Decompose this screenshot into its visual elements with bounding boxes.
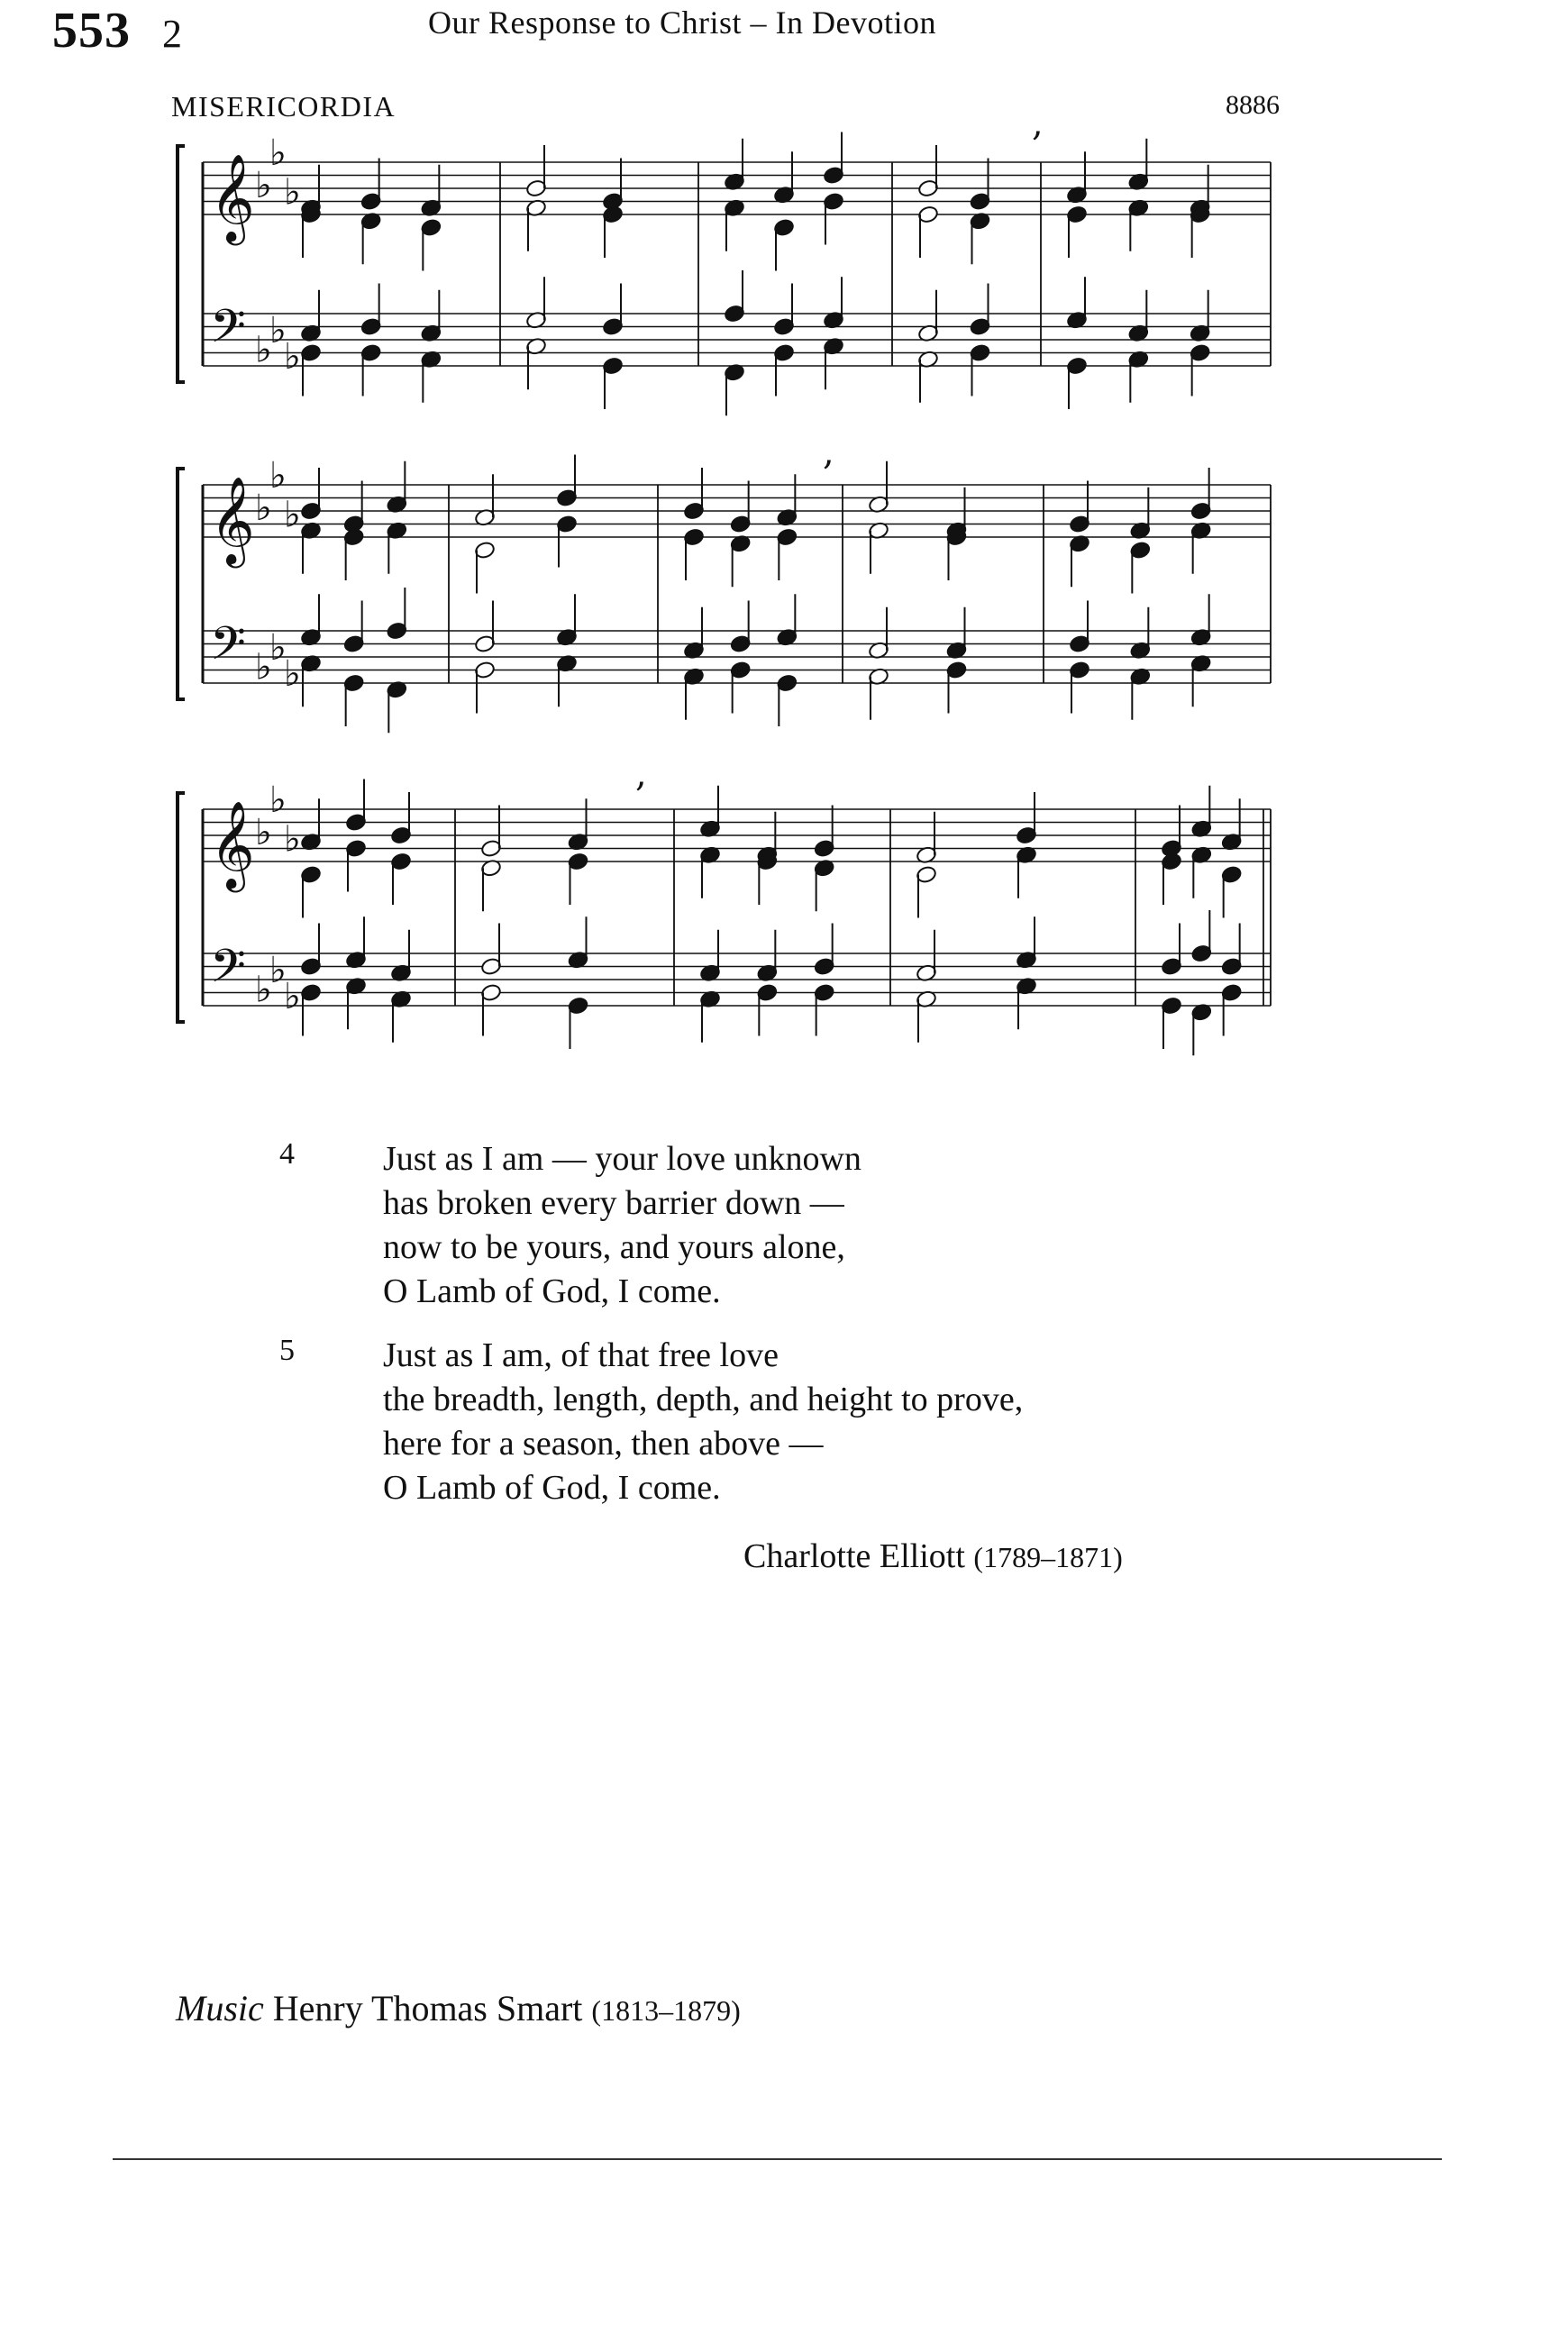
flat-icon: ♭ (269, 454, 287, 497)
bass-clef-icon: 𝄢 (210, 615, 246, 682)
verse-line: the breadth, length, depth, and height to prove, (383, 1381, 1024, 1418)
tune-name: MISERICORDIA (171, 90, 397, 123)
flat-icon: ♭ (255, 329, 272, 371)
verse-line: Just as I am — your love unknown (383, 1140, 861, 1178)
verse-number: 4 (279, 1137, 295, 1171)
flat-icon: ♭ (255, 165, 272, 206)
flat-icon: ♭ (269, 949, 287, 991)
verse-line: O Lamb of God, I come. (383, 1272, 721, 1310)
flat-icon: ♭ (284, 652, 301, 695)
music-label: Music (176, 1988, 264, 2028)
flat-icon: ♭ (284, 818, 301, 861)
verse-5 (279, 1334, 1271, 1510)
treble-clef-icon: 𝄞 (210, 153, 255, 242)
verse-number: 5 (279, 1334, 295, 1367)
flat-icon: ♭ (284, 171, 301, 214)
system-bracket (178, 146, 185, 382)
composer-name: Henry Thomas Smart (272, 1988, 583, 2028)
flat-icon: ♭ (255, 488, 272, 529)
composer-dates: (1813–1879) (591, 1994, 741, 2027)
verses (279, 1137, 1271, 1530)
bass-clef-icon: 𝄢 (210, 938, 246, 1005)
system-bracket (178, 793, 185, 1022)
author-dates: (1789–1871) (973, 1541, 1123, 1573)
flat-icon: ♭ (269, 309, 287, 351)
breath-mark-icon: , (635, 753, 647, 795)
system-bracket (178, 469, 185, 699)
footer-rule (113, 2158, 1442, 2160)
text-author (743, 1536, 1123, 1576)
verse-4 (279, 1137, 1271, 1314)
flat-icon: ♭ (255, 646, 272, 688)
flat-icon: ♭ (284, 494, 301, 536)
flat-icon: ♭ (269, 132, 287, 174)
verse-line: has broken every barrier down — (383, 1184, 844, 1222)
treble-clef-icon: 𝄞 (210, 800, 255, 889)
breath-mark-icon: , (823, 432, 834, 473)
flat-icon: ♭ (284, 335, 301, 378)
flat-icon: ♭ (255, 969, 272, 1011)
treble-clef-icon: 𝄞 (210, 476, 255, 564)
bass-clef-icon: 𝄢 (210, 298, 246, 365)
author-name: Charlotte Elliott (743, 1537, 965, 1575)
flat-icon: ♭ (269, 626, 287, 669)
verse-line: O Lamb of God, I come. (383, 1469, 721, 1507)
music-score (0, 0, 1568, 1081)
hymn-number: 553 (52, 3, 131, 59)
verse-line: Just as I am, of that free love (383, 1336, 779, 1374)
hymn-part-number: 2 (162, 12, 182, 56)
section-title: Our Response to Christ – In Devotion (428, 5, 936, 41)
metre: 8886 (1226, 90, 1280, 120)
flat-icon: ♭ (269, 779, 287, 821)
verse-line: here for a season, then above — (383, 1425, 824, 1463)
verse-line: now to be yours, and yours alone, (383, 1228, 845, 1266)
music-credit (176, 1987, 741, 2029)
breath-mark-icon: , (1032, 103, 1044, 144)
flat-icon: ♭ (284, 975, 301, 1017)
flat-icon: ♭ (255, 812, 272, 853)
